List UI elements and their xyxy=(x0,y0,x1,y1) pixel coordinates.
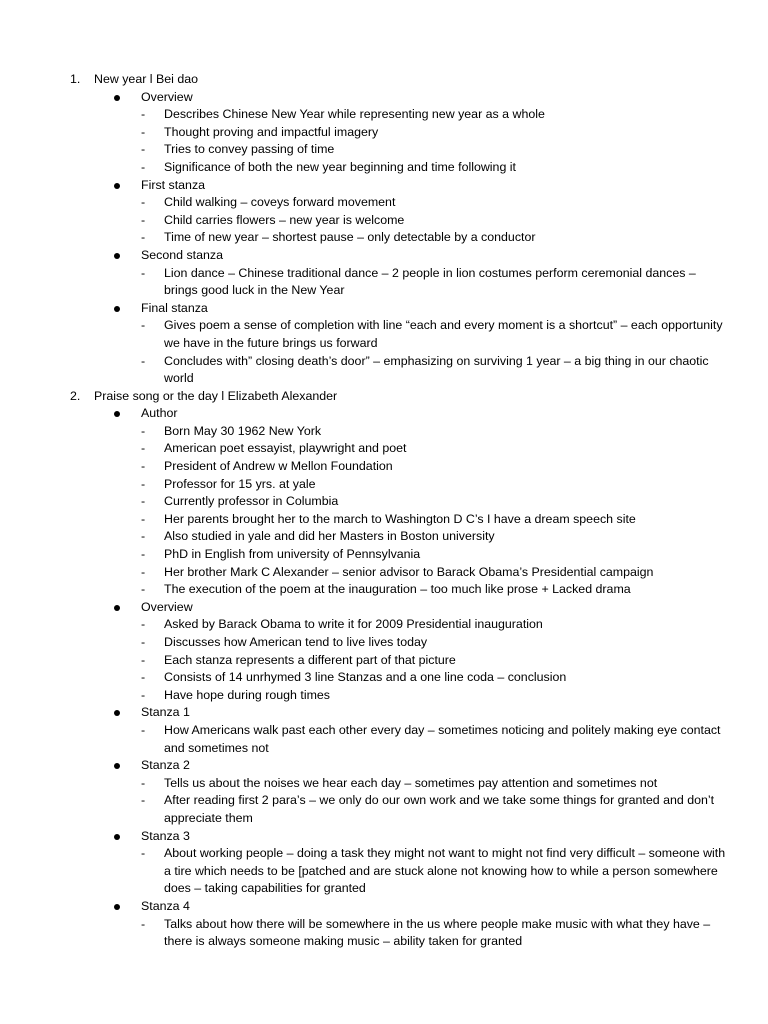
item-list xyxy=(141,194,751,247)
list-item xyxy=(0,141,729,159)
subsection xyxy=(0,247,751,300)
list-item xyxy=(0,106,729,124)
bullet-icon xyxy=(114,834,120,840)
bullet-icon xyxy=(114,710,120,716)
dash-marker: - xyxy=(141,793,146,808)
item-text: How Americans walk past each other every day – sometimes noticing and politely making eye contact and sometimes not xyxy=(164,722,721,755)
subsection-title: Overview xyxy=(141,599,193,614)
item-text: Time of new year – shortest pause – only detectable by a conductor xyxy=(164,230,536,245)
list-item xyxy=(0,687,729,705)
item-list xyxy=(141,265,751,300)
item-text: Each stanza represents a different part of that picture xyxy=(164,652,456,667)
item-text: PhD in English from university of Pennsylvania xyxy=(164,547,421,562)
subsection-title: Stanza 3 xyxy=(141,828,190,843)
bullet-icon xyxy=(114,183,120,189)
bullet-icon xyxy=(114,411,120,417)
item-text: Child carries flowers – new year is welcome xyxy=(164,212,405,227)
dash-marker: - xyxy=(141,846,146,861)
dash-marker: - xyxy=(141,775,146,790)
item-text: Concludes with” closing death’s door” – emphasizing on surviving 1 year – a big thing in our chaotic world xyxy=(164,353,709,386)
dash-marker: - xyxy=(141,529,146,544)
subsection-list xyxy=(94,89,734,388)
item-list xyxy=(141,616,751,704)
subsection-list xyxy=(94,405,734,950)
dash-marker: - xyxy=(141,423,146,438)
dash-marker: - xyxy=(141,652,146,667)
item-list xyxy=(141,916,751,951)
subsection-title: First stanza xyxy=(141,177,206,192)
subsection xyxy=(0,599,751,705)
list-item xyxy=(0,652,729,670)
item-text: Her brother Mark C Alexander – senior advisor to Barack Obama’s Presidential campaign xyxy=(164,564,654,579)
item-text: President of Andrew w Mellon Foundation xyxy=(164,459,393,474)
dash-marker: - xyxy=(141,265,146,280)
list-item xyxy=(0,669,729,687)
item-text: Asked by Barack Obama to write it for 2009 Presidential inauguration xyxy=(164,617,543,632)
list-item xyxy=(0,564,729,582)
subsection-title: Second stanza xyxy=(141,247,223,262)
subsection-title: Stanza 4 xyxy=(141,898,190,913)
item-list xyxy=(141,722,751,757)
section-title: New year l Bei dao xyxy=(94,72,198,86)
list-item xyxy=(0,528,729,546)
bullet-icon xyxy=(114,763,120,769)
item-text: American poet essayist, playwright and poet xyxy=(164,441,407,456)
subsection-title: Author xyxy=(141,406,178,421)
list-item xyxy=(0,775,729,793)
list-item xyxy=(0,265,729,300)
list-item xyxy=(0,353,729,388)
dash-marker: - xyxy=(141,494,146,509)
item-text: Describes Chinese New Year while representing new year as a whole xyxy=(164,107,545,122)
item-text: Her parents brought her to the march to Washington D C’s I have a dream speech site xyxy=(164,511,636,526)
subsection-title: Stanza 1 xyxy=(141,705,190,720)
dash-marker: - xyxy=(141,353,146,368)
item-list xyxy=(141,845,751,898)
dash-marker: - xyxy=(141,547,146,562)
dash-marker: - xyxy=(141,564,146,579)
item-text: Consists of 14 unrhymed 3 line Stanzas and a one line coda – conclusion xyxy=(164,670,567,685)
item-list xyxy=(141,423,751,599)
bullet-icon xyxy=(114,253,120,259)
list-item xyxy=(0,722,729,757)
item-text: About working people – doing a task they might not want to might not find very difficult – someone with a tire which needs to be [patched and are stuck alone not knowing how to while a person somewhere does – taking capabilities for granted xyxy=(164,846,726,896)
list-item xyxy=(0,423,729,441)
dash-marker: - xyxy=(141,722,146,737)
item-text: Thought proving and impactful imagery xyxy=(164,124,379,139)
dash-marker: - xyxy=(141,687,146,702)
dash-marker: - xyxy=(141,916,146,931)
list-item xyxy=(0,581,729,599)
item-text: Have hope during rough times xyxy=(164,687,330,702)
subsection xyxy=(0,757,751,827)
subsection-title: Stanza 2 xyxy=(141,758,190,773)
item-text: Tells us about the noises we hear each day – sometimes pay attention and sometimes not xyxy=(164,775,658,790)
list-item xyxy=(0,546,729,564)
section-title: Praise song or the day l Elizabeth Alexander xyxy=(94,388,338,403)
dash-marker: - xyxy=(141,511,146,526)
item-list xyxy=(141,775,751,828)
item-text: Child walking – coveys forward movement xyxy=(164,195,396,210)
list-item xyxy=(0,792,729,827)
list-item xyxy=(0,440,729,458)
item-text: Significance of both the new year beginning and time following it xyxy=(164,159,516,174)
list-item xyxy=(0,845,729,898)
bullet-icon xyxy=(114,306,120,312)
subsection xyxy=(0,177,751,247)
item-text: Professor for 15 yrs. at yale xyxy=(164,476,316,491)
subsection xyxy=(0,300,751,388)
subsection-title: Overview xyxy=(141,89,193,104)
item-text: Talks about how there will be somewhere in the us where people make music with what they have – there is always someone making music – ability taken for granted xyxy=(164,916,711,949)
bullet-icon xyxy=(114,95,120,101)
dash-marker: - xyxy=(141,142,146,157)
list-item xyxy=(0,194,729,212)
dash-marker: - xyxy=(141,318,146,333)
list-item xyxy=(0,229,729,247)
section-number: 2. xyxy=(70,388,81,403)
subsection xyxy=(0,898,751,951)
list-item xyxy=(0,493,729,511)
dash-marker: - xyxy=(141,670,146,685)
dash-marker: - xyxy=(141,476,146,491)
item-text: Born May 30 1962 New York xyxy=(164,423,322,438)
dash-marker: - xyxy=(141,124,146,139)
dash-marker: - xyxy=(141,441,146,456)
list-item xyxy=(0,634,729,652)
list-item xyxy=(0,616,729,634)
dash-marker: - xyxy=(141,159,146,174)
subsection xyxy=(0,828,751,898)
list-item xyxy=(0,458,729,476)
dash-marker: - xyxy=(141,230,146,245)
item-list xyxy=(141,106,751,176)
subsection xyxy=(0,89,751,177)
item-text: The execution of the poem at the inauguration – too much like prose + Lacked drama xyxy=(164,582,631,597)
section-number: 1. xyxy=(70,72,81,86)
item-text: Discusses how American tend to live lives today xyxy=(164,635,428,649)
item-text: Currently professor in Columbia xyxy=(164,494,339,509)
dash-marker: - xyxy=(141,582,146,597)
subsection xyxy=(0,405,751,599)
item-text: Lion dance – Chinese traditional dance – 2 people in lion costumes perform ceremonial dances – brings good luck in the New Year xyxy=(164,265,696,298)
dash-marker: - xyxy=(141,107,146,122)
list-item xyxy=(0,511,729,529)
list-item xyxy=(0,476,729,494)
dash-marker: - xyxy=(141,635,146,649)
list-item xyxy=(0,317,729,352)
outline-section xyxy=(0,71,734,388)
dash-marker: - xyxy=(141,459,146,474)
dash-marker: - xyxy=(141,195,146,210)
bullet-icon xyxy=(114,904,120,910)
dash-marker: - xyxy=(141,212,146,227)
bullet-icon xyxy=(114,605,120,611)
dash-marker: - xyxy=(141,617,146,632)
item-text: Tries to convey passing of time xyxy=(164,142,335,157)
list-item xyxy=(0,212,729,230)
subsection-title: Final stanza xyxy=(141,300,208,315)
subsection xyxy=(0,704,751,757)
list-item xyxy=(0,159,729,177)
item-text: Also studied in yale and did her Masters in Boston university xyxy=(164,529,495,544)
list-item xyxy=(0,916,729,951)
item-text: After reading first 2 para’s – we only do our own work and we take some things for granted and don’t appreciate them xyxy=(164,793,715,825)
list-item xyxy=(0,124,729,142)
outline-section xyxy=(0,388,734,951)
item-list xyxy=(141,317,751,387)
item-text: Gives poem a sense of completion with line “each and every moment is a shortcut” – each opportunity we have in the future brings us forward xyxy=(164,318,723,350)
